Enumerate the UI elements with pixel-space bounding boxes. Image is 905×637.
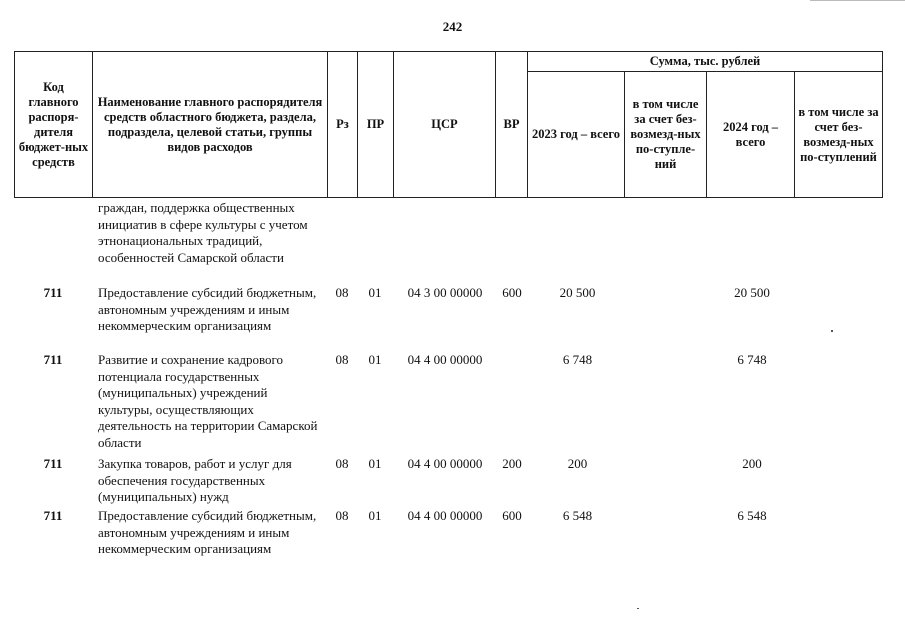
header-2023-grants: в том числе за счет без-возмезд-ных по-ступле-ний (625, 72, 707, 198)
row-code: 711 (43, 352, 63, 367)
row-csr: 04 4 00 00000 (407, 456, 483, 471)
row-rz: 08 (335, 285, 349, 300)
row-code: 711 (43, 285, 63, 300)
row-code: 711 (43, 456, 63, 471)
row-pr: 01 (368, 456, 382, 471)
header-csr: ЦСР (394, 52, 496, 198)
header-name: Наименование главного распорядителя средств областного бюджета, раздела, подраздела, целевой статьи, группы видов расходов (93, 52, 328, 198)
row-rz: 08 (335, 352, 349, 367)
continuation-text: граждан, поддержка общественных инициатив в сфере культуры с учетом этнонациональных традиций, особенностей Самарской области (98, 200, 308, 265)
row-name: Закупка товаров, работ и услуг для обеспечения государственных (муниципальных) нужд (98, 456, 292, 505)
header-2024-grants: в том числе за счет без-возмезд-ных по-ступлений (795, 72, 883, 198)
row-sum-2024: 200 (742, 456, 762, 471)
row-code: 711 (43, 508, 63, 523)
row-sum-2023: 200 (567, 456, 588, 471)
row-name: Развитие и сохранение кадрового потенциала государственных (муниципальных) учреждений культуры, осуществляющих деятельность на территории Самарской области (98, 352, 318, 450)
row-sum-2023: 6 548 (562, 508, 593, 523)
header-2024-total: 2024 год – всего (707, 72, 795, 198)
row-rz: 08 (335, 456, 349, 471)
table-header (14, 51, 883, 198)
row-vr: 600 (502, 285, 522, 300)
header-rz: Рз (328, 52, 358, 198)
scan-speck (831, 330, 833, 332)
row-csr: 04 4 00 00000 (407, 508, 483, 523)
page-number: 242 (442, 19, 463, 34)
row-rz: 08 (335, 508, 349, 523)
row-csr: 04 4 00 00000 (407, 352, 483, 367)
scan-speck (637, 608, 639, 609)
row-sum-2023: 6 748 (562, 352, 593, 367)
row-sum-2024: 6 748 (737, 352, 767, 367)
header-2023-total: 2023 год – всего (528, 72, 625, 198)
row-sum-2024: 6 548 (737, 508, 767, 523)
row-name: Предоставление субсидий бюджетным, автономным учреждениям и иным некоммерческим организациям (98, 508, 317, 557)
scan-edge (810, 0, 905, 1)
header-sum: Сумма, тыс. рублей (528, 52, 883, 72)
row-pr: 01 (368, 285, 382, 300)
row-name: Предоставление субсидий бюджетным, автономным учреждениям и иным некоммерческим организациям (98, 285, 317, 334)
row-sum-2023: 20 500 (559, 285, 596, 300)
row-csr: 04 3 00 00000 (407, 285, 483, 300)
header-vr: ВР (496, 52, 528, 198)
row-pr: 01 (368, 508, 382, 523)
row-vr: 200 (502, 456, 522, 471)
header-pr: ПР (358, 52, 394, 198)
header-code: Код главного распоря-дителя бюджет-ных средств (15, 52, 93, 198)
row-sum-2024: 20 500 (734, 285, 770, 300)
row-pr: 01 (368, 352, 382, 367)
row-vr: 600 (502, 508, 522, 523)
